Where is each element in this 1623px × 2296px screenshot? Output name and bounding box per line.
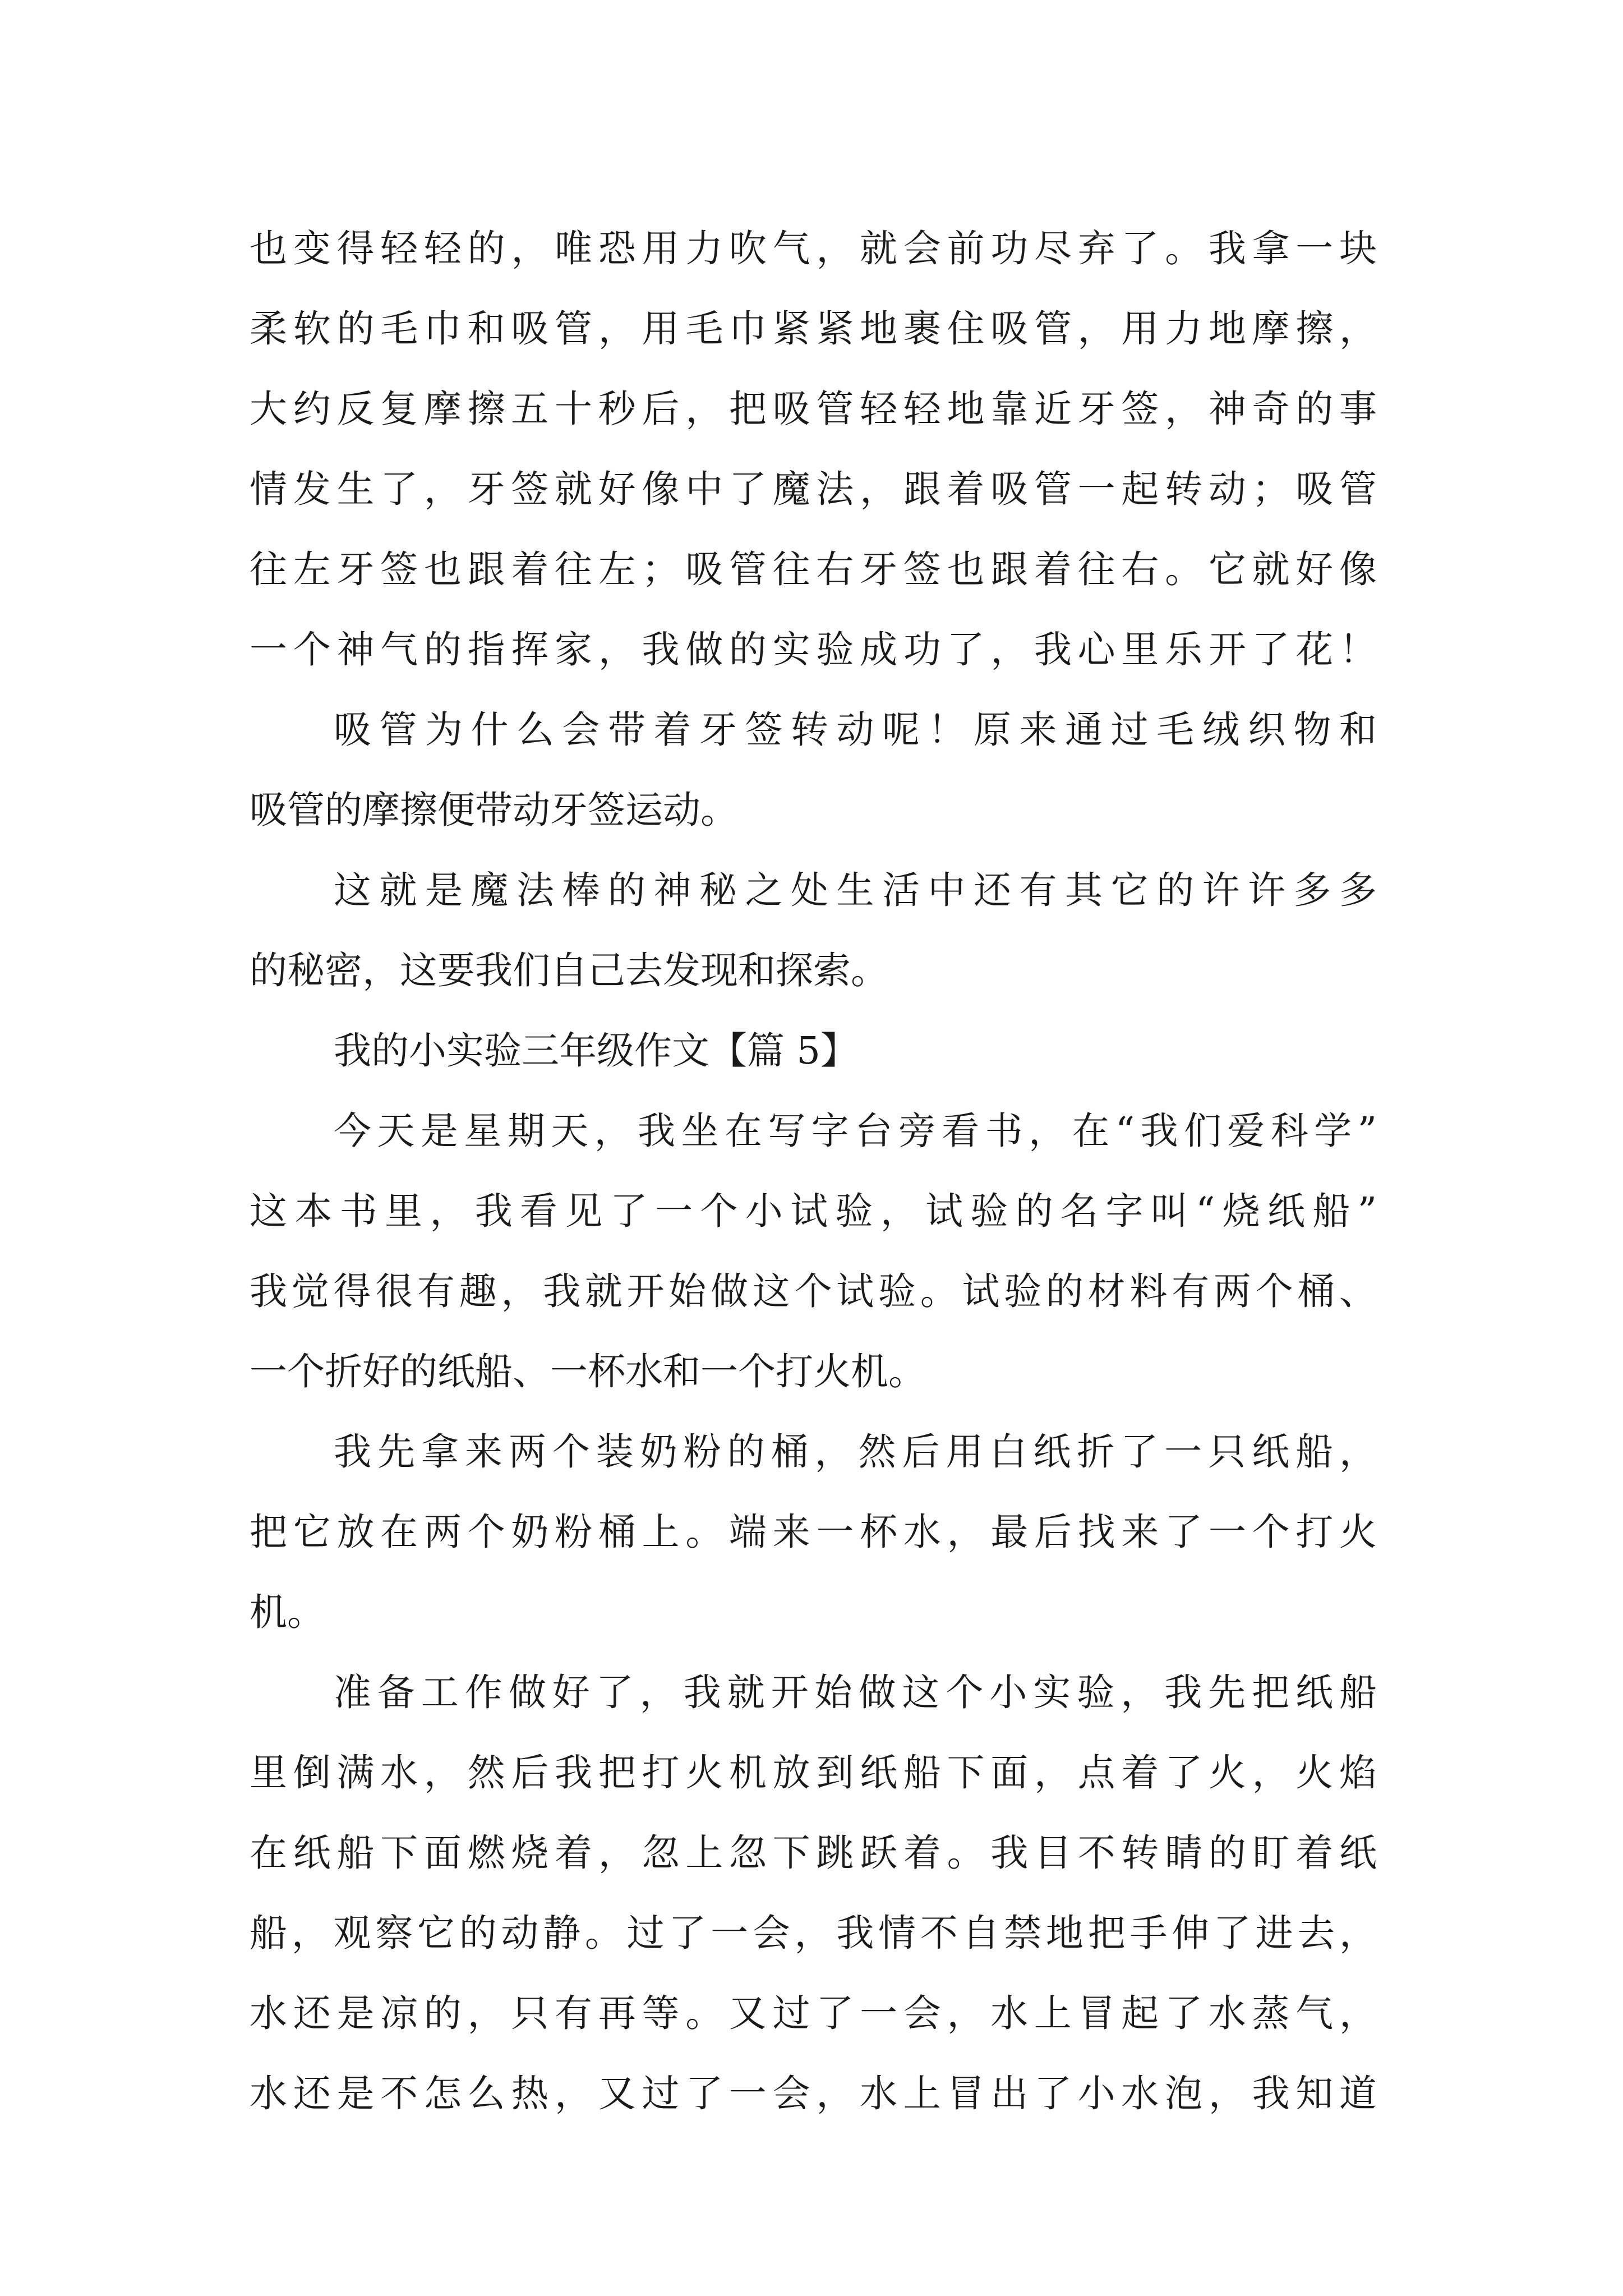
text-line: 大约反复摩擦五十秒后，把吸管轻轻地靠近牙签，神奇的事 xyxy=(250,387,1377,431)
heading-line: 我的小实验三年级作文【篇 5】 xyxy=(334,1029,858,1073)
text-line: 这就是魔法棒的神秘之处生活中还有其它的许许多多 xyxy=(334,868,1377,912)
document-body xyxy=(250,209,1377,2134)
text-line: 一个神气的指挥家，我做的实验成功了，我心里乐开了花！ xyxy=(250,628,1377,671)
paragraph xyxy=(250,1412,1377,1653)
text-line: 水还是不怎么热，又过了一会，水上冒出了小水泡，我知道 xyxy=(250,2072,1377,2115)
text-line: 里倒满水，然后我把打火机放到纸船下面，点着了火，火焰 xyxy=(250,1751,1377,1795)
text-line: 一个折好的纸船、一杯水和一个打火机。 xyxy=(250,1350,926,1393)
text-line: 我觉得很有趣，我就开始做这个试验。试验的材料有两个桶、 xyxy=(250,1269,1377,1313)
text-line: 机。 xyxy=(250,1590,325,1634)
text-line: 水还是凉的，只有再等。又过了一会，水上冒起了水蒸气， xyxy=(250,1991,1377,2035)
paragraph xyxy=(250,850,1377,1011)
text-line: 准备工作做好了，我就开始做这个小实验，我先把纸船 xyxy=(334,1671,1377,1714)
text-line: 往左牙签也跟着往左；吸管往右牙签也跟着往右。它就好像 xyxy=(250,547,1377,591)
text-line: 的秘密，这要我们自己去发现和探索。 xyxy=(250,949,888,992)
paragraph xyxy=(250,1091,1377,1412)
text-line: 情发生了，牙签就好像中了魔法，跟着吸管一起转动；吸管 xyxy=(250,467,1377,511)
text-line: 把它放在两个奶粉桶上。端来一杯水，最后找来了一个打火 xyxy=(250,1510,1377,1554)
text-line: 船，观察它的动静。过了一会，我情不自禁地把手伸了进去， xyxy=(250,1911,1377,1955)
text-line: 在纸船下面燃烧着，忽上忽下跳跃着。我目不转睛的盯着纸 xyxy=(250,1831,1377,1875)
text-line: 吸管的摩擦便带动牙签运动。 xyxy=(250,788,738,832)
paragraph xyxy=(250,209,1377,690)
paragraph xyxy=(250,690,1377,850)
text-line: 这本书里，我看见了一个小试验，试验的名字叫“烧纸船” xyxy=(250,1189,1377,1233)
paragraph xyxy=(250,1653,1377,2134)
text-line: 吸管为什么会带着牙签转动呢！原来通过毛绒织物和 xyxy=(334,708,1377,752)
text-line: 我先拿来两个装奶粉的桶，然后用白纸折了一只纸船， xyxy=(334,1430,1377,1474)
text-line: 今天是星期天，我坐在写字台旁看书，在“我们爱科学” xyxy=(334,1109,1377,1153)
section-heading xyxy=(250,1011,1377,1091)
text-line: 柔软的毛巾和吸管，用毛巾紧紧地裹住吸管，用力地摩擦， xyxy=(250,307,1377,351)
text-line: 也变得轻轻的，唯恐用力吹气，就会前功尽弃了。我拿一块 xyxy=(250,227,1377,270)
